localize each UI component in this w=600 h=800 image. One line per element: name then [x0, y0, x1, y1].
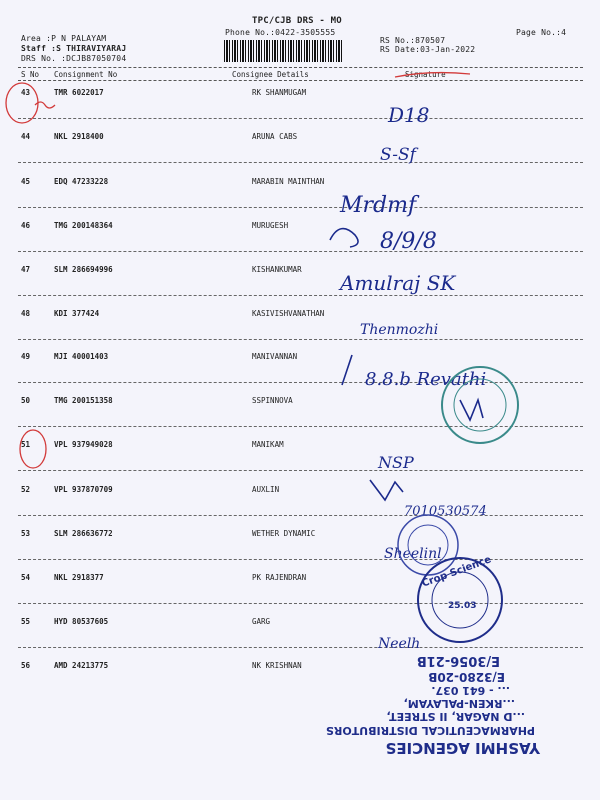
row-consignment: VPL 937949028	[54, 440, 113, 449]
col-header-consignee: Consignee Details	[232, 70, 309, 79]
row-consignee: MARABIN MAINTHAN	[252, 177, 325, 186]
row-sno: 51	[21, 440, 31, 449]
row-consignment: TMR 6022017	[54, 88, 104, 97]
row-sno: 44	[21, 132, 31, 141]
row-divider	[18, 470, 583, 471]
row-sno: 49	[21, 352, 31, 361]
row-consignee: MURUGESH	[252, 221, 289, 230]
row-consignment: HYD 80537605	[54, 617, 109, 626]
row-sno: 45	[21, 177, 31, 186]
row-consignee: PK RAJENDRAN	[252, 573, 307, 582]
row-consignment: SLM 286636772	[54, 529, 113, 538]
sig-45: Mrdmf	[340, 193, 417, 218]
row-consignee: KISHANKUMAR	[252, 265, 302, 274]
table-row	[0, 617, 600, 657]
row-consignment: TMG 200148364	[54, 221, 113, 230]
row-divider	[18, 603, 583, 604]
row-sno: 46	[21, 221, 31, 230]
staff-label: Staff :S THIRAVIYARAJ	[21, 44, 127, 53]
table-row	[0, 529, 600, 569]
table-row	[0, 132, 600, 172]
row-consignment: TMG 200151358	[54, 396, 113, 405]
table-row	[0, 396, 600, 436]
col-header-consignment: Consignment No	[54, 70, 118, 79]
stamp-line: E/3056-21B	[416, 653, 500, 668]
crop-stamp-label: Crop Science	[420, 554, 493, 590]
row-consignee: RK SHANMUGAM	[252, 88, 307, 97]
row-divider	[18, 559, 583, 560]
table-row	[0, 440, 600, 480]
row-consignee: GARG	[252, 617, 271, 626]
sig-55: Neelh	[378, 636, 421, 652]
row-divider	[18, 251, 583, 252]
rs-number: RS No.:870507	[380, 36, 446, 45]
table-row	[0, 265, 600, 305]
header-rule-top	[18, 67, 583, 68]
drs-number: DRS No. :DCJB87050704	[21, 54, 127, 63]
phone-number: Phone No.:0422-3505555	[225, 28, 336, 37]
row-consignee: WETHER DYNAMIC	[252, 529, 316, 538]
row-consignment: AMD 24213775	[54, 661, 109, 670]
sig-52: 7010530574	[404, 504, 487, 519]
row-consignment: SLM 286694996	[54, 265, 113, 274]
row-sno: 50	[21, 396, 31, 405]
row-divider	[18, 118, 583, 119]
page-number: Page No.:4	[516, 28, 567, 37]
table-row	[0, 221, 600, 261]
sig-53: Sheelinl	[384, 546, 442, 562]
sig-47: Amulraj SK	[340, 271, 456, 295]
col-header-signature: Signature	[405, 70, 446, 79]
header-rule-bottom	[18, 80, 583, 81]
row-consignment: NKL 2918400	[54, 132, 104, 141]
row-consignee: MANIVANNAN	[252, 352, 298, 361]
row-divider	[18, 382, 583, 383]
table-row	[0, 661, 600, 701]
row-consignee: MANIKAM	[252, 440, 284, 449]
table-row	[0, 485, 600, 525]
table-row	[0, 352, 600, 392]
sig-46: 8/9/8	[380, 229, 437, 254]
col-header-sno: S No	[21, 70, 40, 79]
row-consignment: MJI 40001403	[54, 352, 109, 361]
row-consignment: KDI 377424	[54, 309, 100, 318]
row-consignee: SSPINNOVA	[252, 396, 293, 405]
stamp-line: ...RKEN-PALAYAM,	[403, 697, 515, 710]
row-divider	[18, 295, 583, 296]
row-sno: 52	[21, 485, 31, 494]
stamp-line: ... - 641 037.	[431, 684, 510, 697]
stamp-line: ...D NAGAR, II STREET,	[386, 710, 525, 723]
row-consignee: NK KRISHNAN	[252, 661, 302, 670]
row-sno: 43	[21, 88, 31, 97]
row-divider	[18, 426, 583, 427]
row-sno: 55	[21, 617, 31, 626]
row-sno: 56	[21, 661, 31, 670]
rs-date: RS Date:03-Jan-2022	[380, 45, 476, 54]
table-row	[0, 309, 600, 349]
sig-43: D18	[388, 103, 430, 127]
row-consignment: NKL 2918377	[54, 573, 104, 582]
barcode	[224, 40, 342, 62]
table-row	[0, 177, 600, 217]
row-consignee: AUXLIN	[252, 485, 280, 494]
row-sno: 47	[21, 265, 31, 274]
row-consignment: EDQ 47233228	[54, 177, 109, 186]
stamp-line: E/3280-20B	[428, 670, 505, 684]
sig-48: Thenmozhi	[360, 322, 439, 338]
row-sno: 53	[21, 529, 31, 538]
stamp-line: PHARMACEUTICAL DISTRIBUTORS	[325, 724, 535, 737]
table-row	[0, 88, 600, 128]
row-consignee: ARUNA CABS	[252, 132, 298, 141]
sig-51: NSP	[378, 453, 414, 472]
row-divider	[18, 515, 583, 516]
table-row	[0, 573, 600, 613]
row-consignment: VPL 937870709	[54, 485, 113, 494]
row-divider	[18, 647, 583, 648]
row-sno: 54	[21, 573, 31, 582]
row-consignee: KASIVISHVANATHAN	[252, 309, 325, 318]
row-divider	[18, 339, 583, 340]
crop-stamp-date: 25.03	[448, 601, 477, 611]
sheet-title: TPC/CJB DRS - MO	[252, 16, 342, 26]
stamp-line: YASHMI AGENCIES	[385, 739, 540, 757]
area-label: Area :P N PALAYAM	[21, 34, 107, 43]
row-divider	[18, 162, 583, 163]
sig-44: S-Sf	[380, 145, 416, 165]
row-divider	[18, 207, 583, 208]
row-sno: 48	[21, 309, 31, 318]
sig-49: 8.8.b Revathi	[365, 369, 487, 390]
